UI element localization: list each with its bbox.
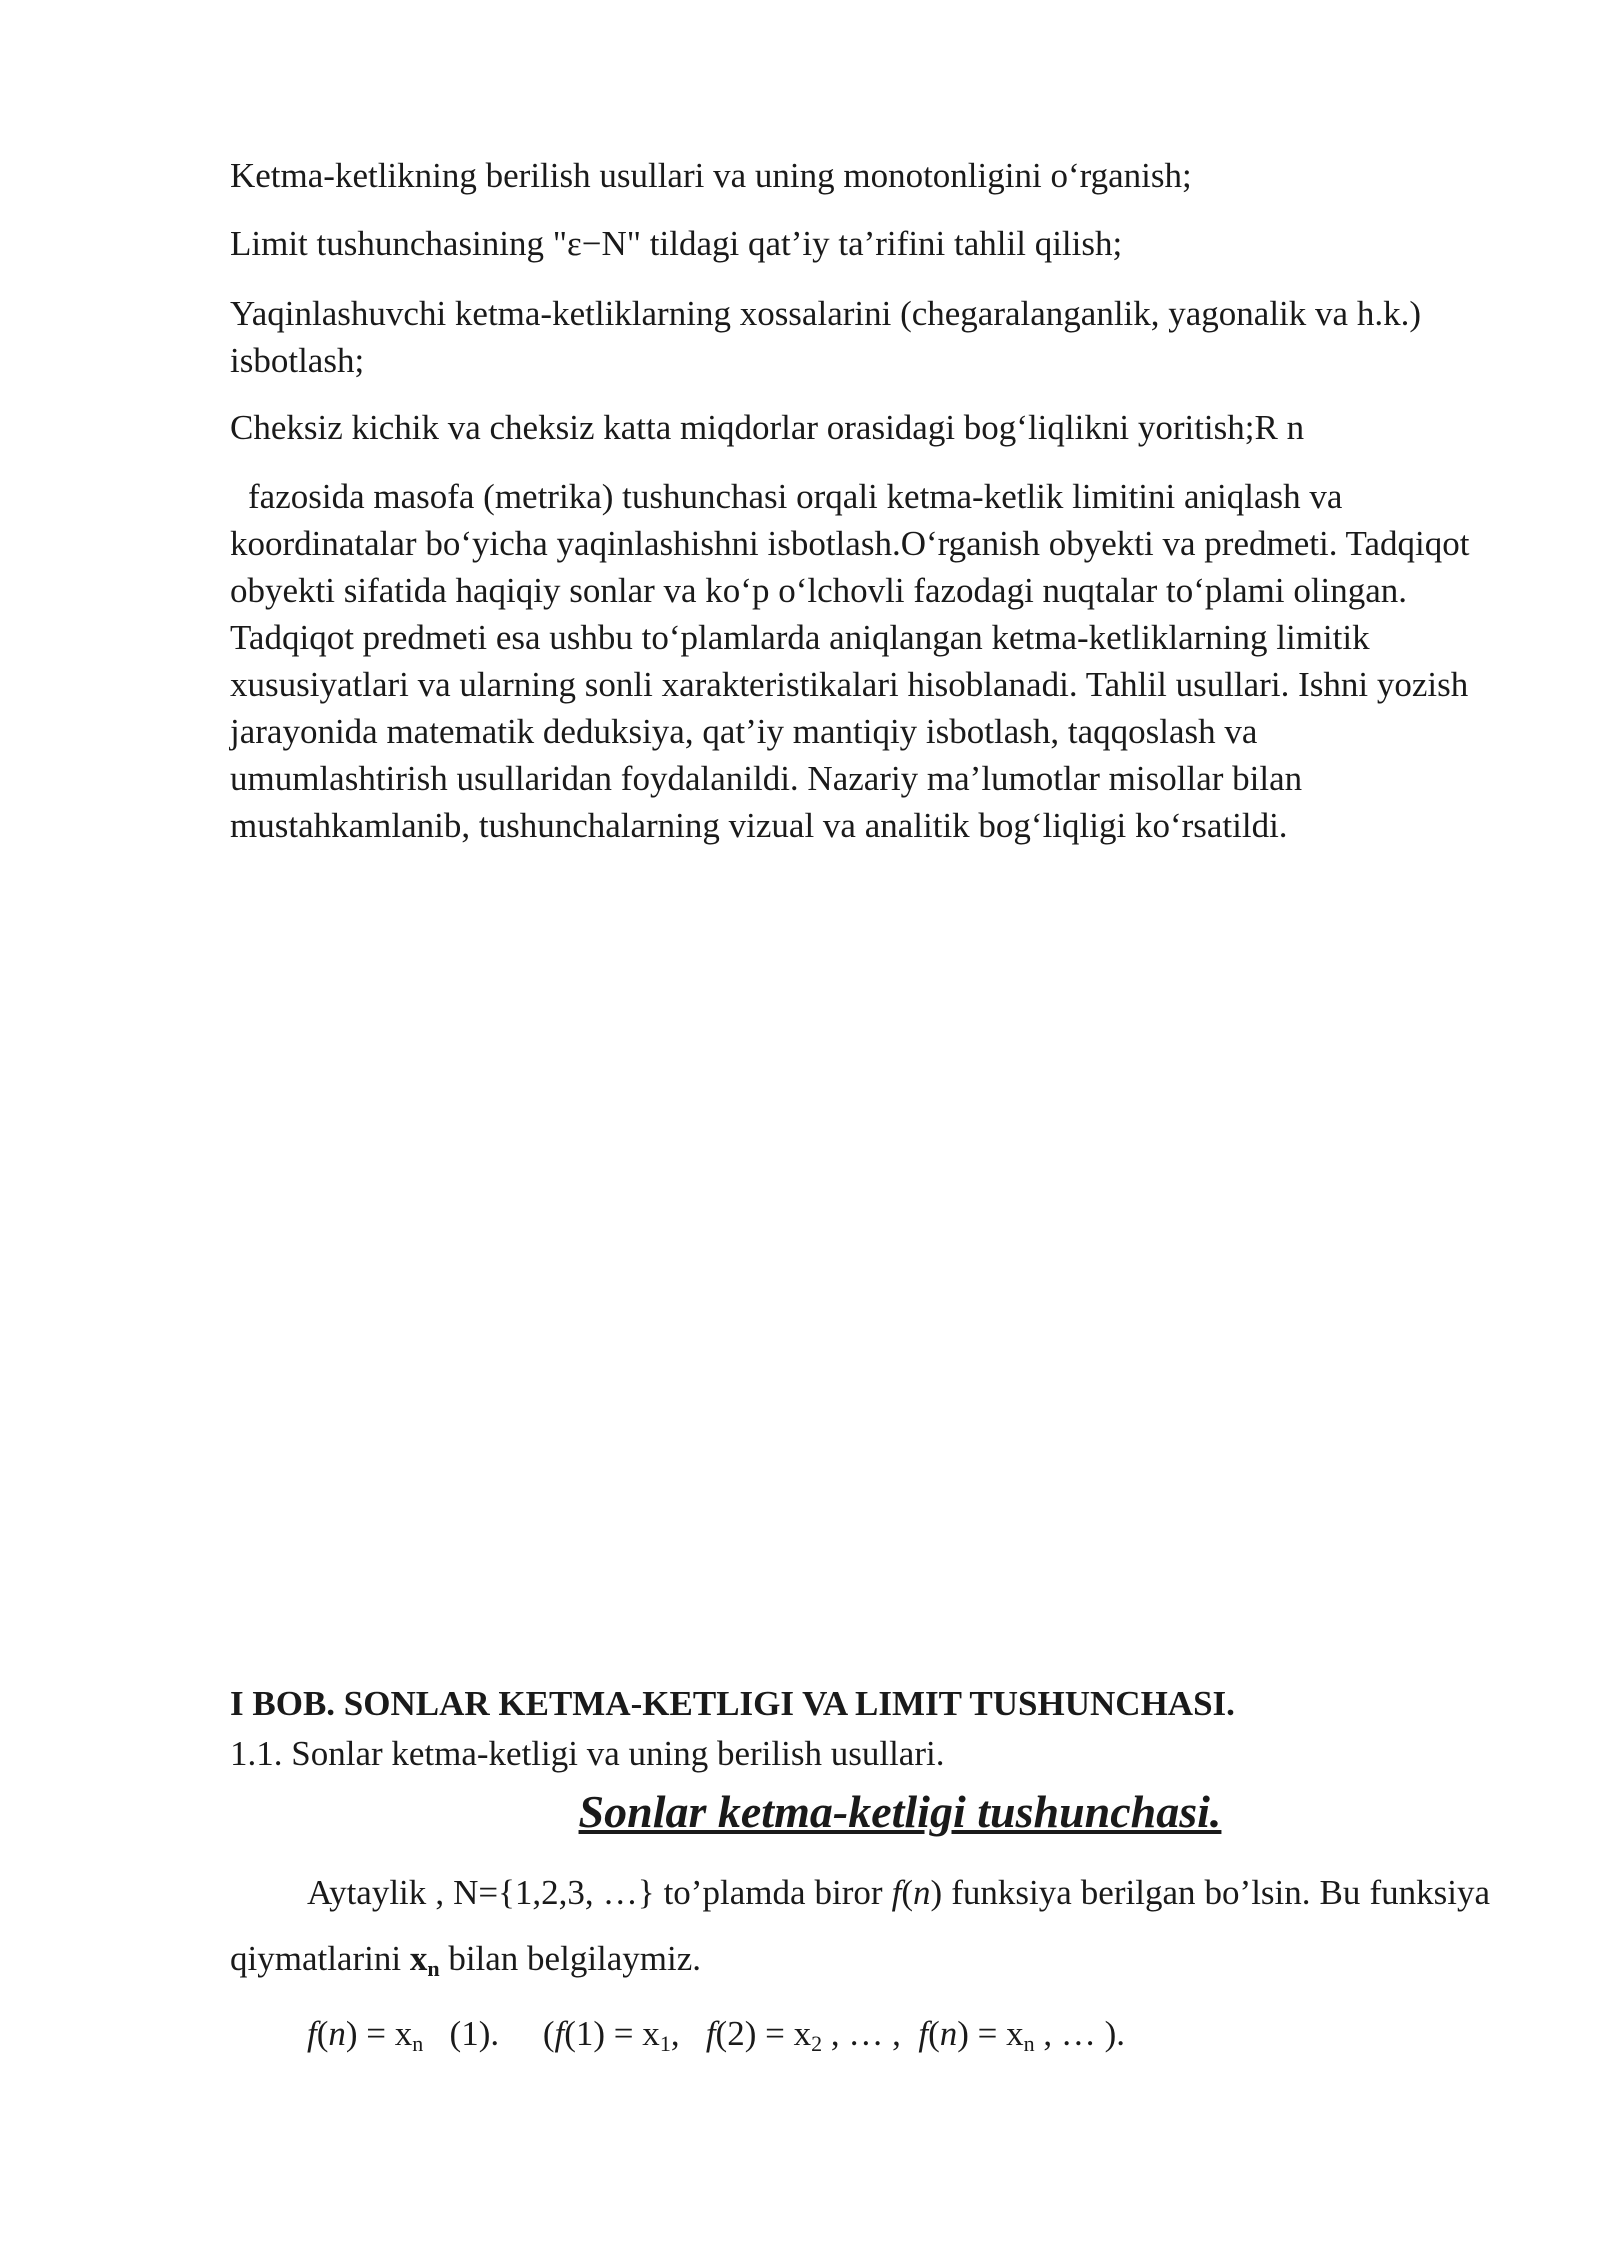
function-symbol: f: [891, 1873, 902, 1912]
paragraph-objectives: fazosida masofa (metrika) tushunchasi orqali ketma-ketlik limitini aniqlash va koordinatalar bo‘yicha yaqinlashishni isbotlash.O‘rganish obyekti va predmeti. Tadqiqot obyekti sifatida haqiqiy sonlar va ko‘p o‘lchovli fazodagi nuqtalar to‘plami olingan. Tadqiqot predmeti esa ushbu to‘plamlarda aniqlangan ketma-ketliklarning limitik xususiyatlari va ularning sonli xarakteristikalari hisoblanadi. Tahlil usullari. Ishni yozish jarayonida matematik deduksiya, qat’iy mantiqiy isbotlash, taqqoslash va umumlashtirish usullaridan foydalanildi. Nazariy ma’lumotlar misollar bilan mustahkamlanib, tushunchalarning vizual va analitik bog‘liqligi ko‘rsatildi.: [230, 477, 1470, 845]
variable-n: n: [913, 1873, 931, 1912]
definition-paragraph: [230, 1860, 1490, 1992]
text-segment: funksiya berilgan bo’lsin. Bu funksiya qiymatlarini: [230, 1873, 1490, 1978]
text-segment: bilan belgilaymiz.: [439, 1939, 702, 1978]
formula-1: $f(n) = x_n$ (1). ($f(1) = x_1$, $f(2) = x_2$ , … , $f(n) = x_n$ , … ).: [307, 2014, 1126, 2056]
paragraph-goal-1: Ketma-ketlikning berilish usullari va uning monotonligini o‘rganish;: [230, 156, 1192, 195]
text-segment: (: [901, 1873, 914, 1912]
paragraph-goal-2: Limit tushunchasining "ε−N" tildagi qat’iy ta’rifini tahlil qilish;: [230, 224, 1123, 263]
xn-symbol: $x_n$: [409, 1939, 440, 1981]
paragraph-goal-3: Yaqinlashuvchi ketma-ketliklarning xossalarini (chegaralanganlik, yagonalik va h.k.) isbotlash;: [230, 294, 1421, 380]
subsection-title: Sonlar ketma-ketligi tushunchasi.: [578, 1786, 1222, 1837]
text-segment: Aytaylik , N={1,2,3, …} to’plamda biror: [307, 1873, 892, 1912]
section-title: 1.1. Sonlar ketma-ketligi va uning berilish usullari.: [230, 1734, 945, 1773]
paragraph-goal-4: Cheksiz kichik va cheksiz katta miqdorlar orasidagi bog‘liqlikni yoritish;R n: [230, 408, 1305, 447]
text-segment: ): [930, 1873, 943, 1912]
chapter-title: I BOB. SONLAR KETMA-KETLIGI VA LIMIT TUSHUNCHASI.: [230, 1684, 1235, 1723]
